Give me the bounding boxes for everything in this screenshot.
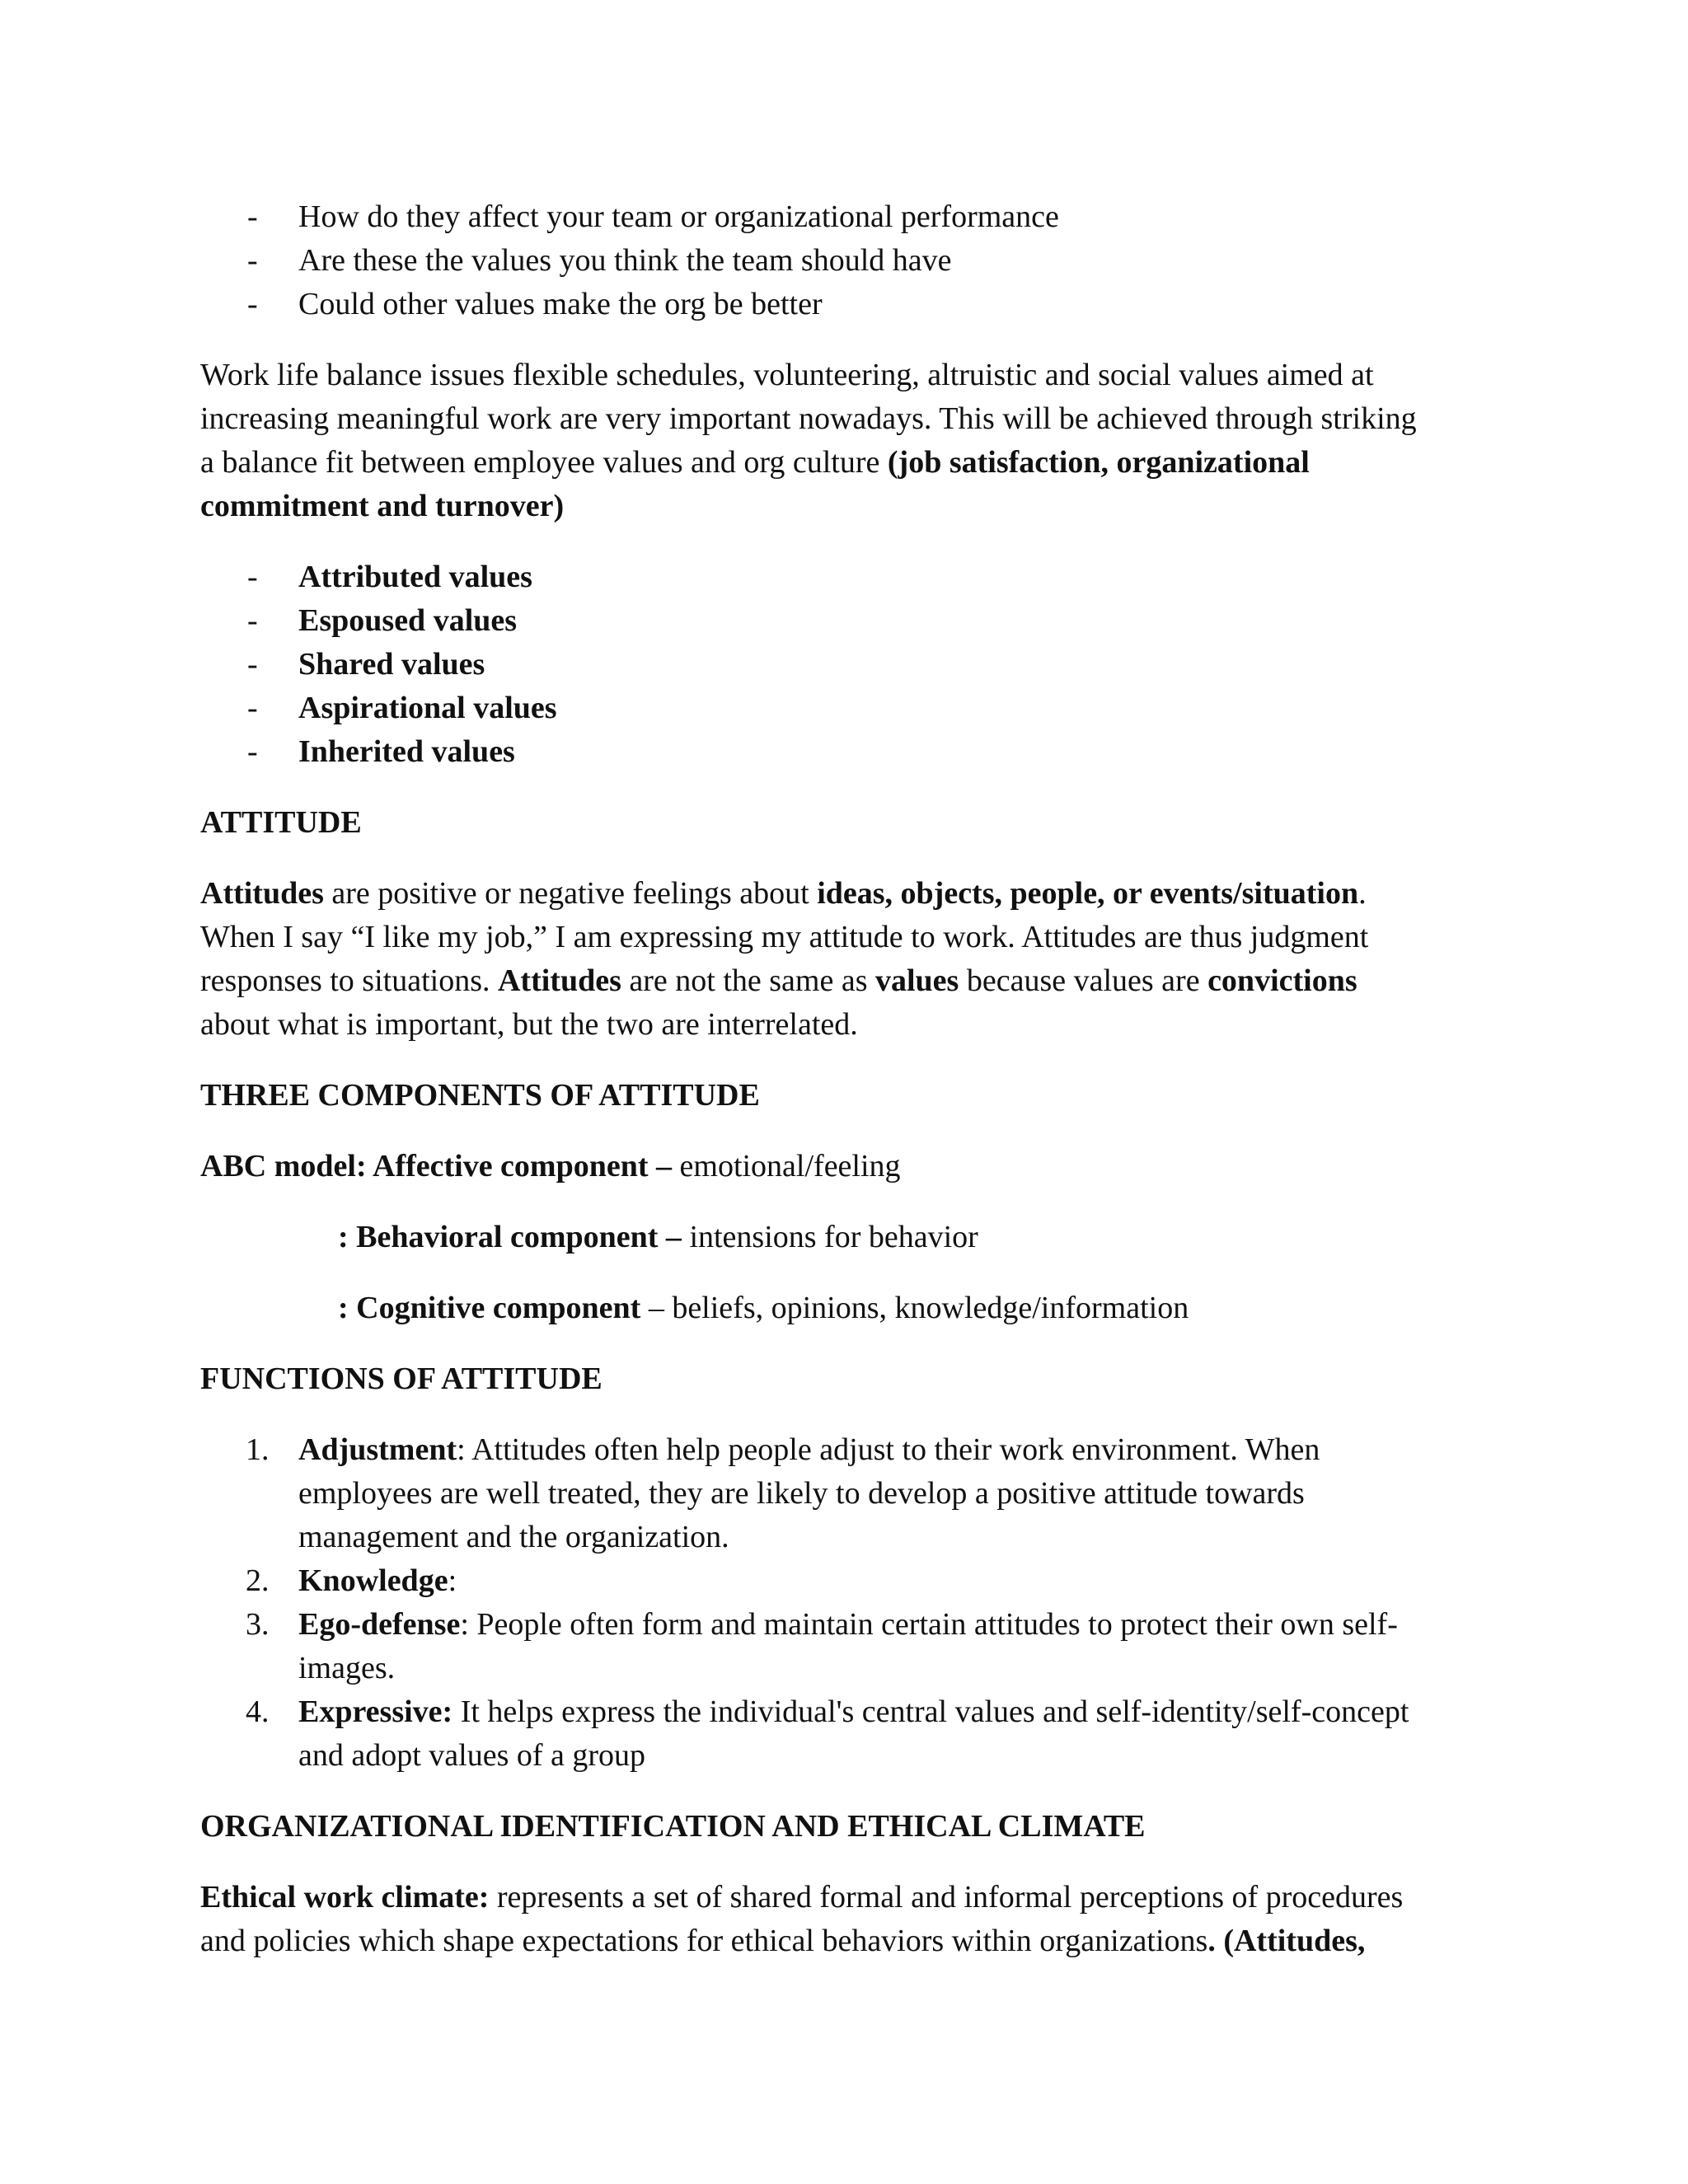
paragraph-text: and policies which shape expectations for ethical behaviors within organizations <box>200 1924 1208 1958</box>
list-item: How do they affect your team or organizational performance <box>298 199 1059 234</box>
list-dash: - <box>247 603 258 638</box>
function-label: Ego-defense <box>298 1607 461 1642</box>
value-type: Inherited values <box>298 734 515 769</box>
function-text: : People often form and maintain certain attitudes to protect their own self- <box>460 1607 1398 1642</box>
component-label: : Cognitive component <box>338 1291 641 1325</box>
abc-line <box>338 1219 978 1255</box>
list-dash: - <box>247 647 258 682</box>
list-item <box>298 559 532 595</box>
paragraph-text: responses to situations. <box>200 963 498 998</box>
list-number: 3. <box>246 1607 270 1642</box>
paragraph-bold: Ethical work climate: <box>200 1880 490 1915</box>
list-item: Are these the values you think the team should have <box>298 243 952 278</box>
list-item: Could other values make the org be better <box>298 287 823 321</box>
section-heading <box>200 804 362 841</box>
numbered-item <box>298 1432 1320 1468</box>
component-text: intensions for behavior <box>681 1220 978 1254</box>
paragraph-text: represents a set of shared formal and informal perceptions of procedures <box>489 1880 1404 1915</box>
value-type: Espoused values <box>298 603 518 638</box>
paragraph-bold: convictions <box>1207 963 1357 998</box>
paragraph-bold: ideas, objects, people, or events/situation <box>817 876 1359 911</box>
heading-text: THREE COMPONENTS OF ATTITUDE <box>200 1078 760 1113</box>
paragraph-line <box>200 488 564 524</box>
abc-line <box>200 1148 901 1184</box>
paragraph-line <box>200 875 1367 912</box>
paragraph-line <box>200 1879 1403 1915</box>
function-text: It helps express the individual's central values and self-identity/self-concept <box>452 1694 1409 1729</box>
paragraph-bold: Attitudes <box>497 963 621 998</box>
numbered-item-line: images. <box>298 1651 396 1685</box>
heading-text: ATTITUDE <box>200 805 362 840</box>
list-dash: - <box>247 199 258 234</box>
component-text: – beliefs, opinions, knowledge/information <box>640 1291 1189 1325</box>
paragraph-bold: . (Attitudes, <box>1207 1924 1366 1958</box>
numbered-item-line: and adopt values of a group <box>298 1738 646 1773</box>
list-dash: - <box>247 287 258 321</box>
paragraph-text: are not the same as <box>621 963 875 998</box>
paragraph-line <box>200 1923 1365 1959</box>
paragraph-line: about what is important, but the two are interrelated. <box>200 1007 858 1042</box>
paragraph-line <box>200 444 1310 480</box>
value-type: Attributed values <box>298 560 532 594</box>
heading-text: ORGANIZATIONAL IDENTIFICATION AND ETHICAL CLIMATE <box>200 1809 1146 1844</box>
function-text: : Attitudes often help people adjust to their work environment. When <box>457 1432 1320 1467</box>
heading-text: FUNCTIONS OF ATTITUDE <box>200 1361 603 1396</box>
paragraph-text: a balance fit between employee values and org culture <box>200 445 888 480</box>
paragraph-text: are positive or negative feelings about <box>323 876 818 911</box>
list-item <box>298 602 517 639</box>
numbered-item <box>298 1694 1409 1730</box>
list-number: 2. <box>246 1563 270 1598</box>
paragraph-line: When I say “I like my job,” I am expressing my attitude to work. Attitudes are thus judgment <box>200 920 1369 954</box>
list-number: 1. <box>246 1432 270 1467</box>
paragraph-text: . <box>1358 876 1367 911</box>
list-dash: - <box>247 560 258 594</box>
numbered-item <box>298 1606 1398 1643</box>
section-heading <box>200 1077 760 1113</box>
abc-line <box>338 1290 1189 1326</box>
paragraph-line: Work life balance issues flexible schedules, volunteering, altruistic and social values aimed at <box>200 358 1374 392</box>
section-heading <box>200 1361 603 1397</box>
value-type: Shared values <box>298 647 485 682</box>
paragraph-bold: Attitudes <box>200 876 324 911</box>
list-item <box>298 690 557 726</box>
paragraph-line <box>200 963 1357 999</box>
list-dash: - <box>247 243 258 278</box>
component-label: : Behavioral component – <box>338 1220 682 1254</box>
paragraph-bold: values <box>874 963 959 998</box>
paragraph-bold: commitment and turnover) <box>200 489 565 523</box>
paragraph-line: increasing meaningful work are very important nowadays. This will be achieved through striking <box>200 401 1417 436</box>
numbered-item <box>298 1563 457 1599</box>
value-type: Aspirational values <box>298 691 557 725</box>
paragraph-text: because values are <box>959 963 1208 998</box>
numbered-item-line: management and the organization. <box>298 1520 729 1554</box>
function-label: Adjustment <box>298 1432 457 1467</box>
function-text: : <box>448 1563 457 1598</box>
function-label: Expressive: <box>298 1694 453 1729</box>
component-text: emotional/feeling <box>672 1149 901 1183</box>
component-label: ABC model: Affective component – <box>200 1149 673 1183</box>
list-dash: - <box>247 691 258 725</box>
list-dash: - <box>247 734 258 769</box>
numbered-item-line: employees are well treated, they are likely to develop a positive attitude towards <box>298 1476 1305 1511</box>
list-item <box>298 733 515 770</box>
list-number: 4. <box>246 1694 270 1729</box>
function-label: Knowledge <box>298 1563 448 1598</box>
paragraph-bold: (job satisfaction, organizational <box>887 445 1310 480</box>
section-heading <box>200 1808 1146 1844</box>
list-item <box>298 646 485 682</box>
